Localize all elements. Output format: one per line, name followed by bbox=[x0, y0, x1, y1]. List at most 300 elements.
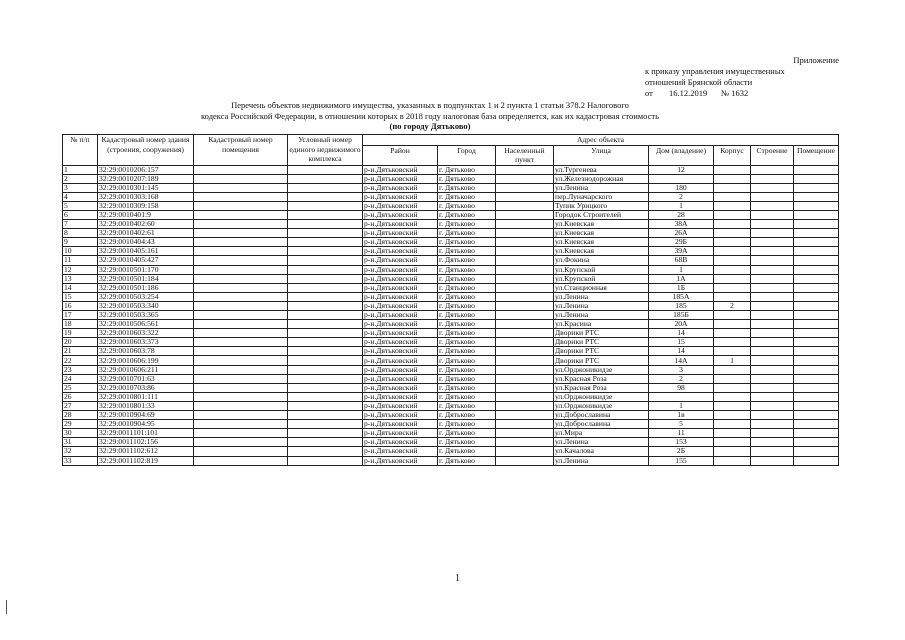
cell-cadastral-building: 32:29:0010402:60 bbox=[98, 220, 194, 229]
cell-conditional-number bbox=[288, 401, 363, 410]
cell-settlement bbox=[496, 456, 554, 465]
cell-house: 38А bbox=[649, 220, 714, 229]
table-row bbox=[63, 292, 839, 301]
cell-house: 20А bbox=[649, 320, 714, 329]
table-row bbox=[63, 374, 839, 383]
cell-street: ул.Киевская bbox=[554, 229, 649, 238]
cell-city: г. Дятьково bbox=[438, 311, 496, 320]
cell-city: г. Дятьково bbox=[438, 220, 496, 229]
cell-city: г. Дятьково bbox=[438, 420, 496, 429]
cell-street: пер.Луначарского bbox=[554, 192, 649, 201]
cell-street: ул.Красная Роза bbox=[554, 383, 649, 392]
cell-conditional-number bbox=[288, 411, 363, 420]
cell-cadastral-building: 32:29:0010309:158 bbox=[98, 201, 194, 210]
cell-conditional-number bbox=[288, 392, 363, 401]
cell-korpus bbox=[714, 192, 751, 201]
cell-korpus bbox=[714, 456, 751, 465]
cell-settlement bbox=[496, 320, 554, 329]
scan-mark bbox=[6, 600, 7, 614]
cell-street: ул.Ленина bbox=[554, 311, 649, 320]
cell-house bbox=[649, 392, 714, 401]
cell-cadastral-building: 32:29:0010606:211 bbox=[98, 365, 194, 374]
header-room: Помещение bbox=[794, 145, 839, 165]
cell-conditional-number bbox=[288, 283, 363, 292]
header-building: Строение bbox=[751, 145, 794, 165]
cell-settlement bbox=[496, 383, 554, 392]
cell-settlement bbox=[496, 265, 554, 274]
cell-conditional-number bbox=[288, 301, 363, 310]
cell-street: ул.Станционная bbox=[554, 283, 649, 292]
table-row bbox=[63, 192, 839, 201]
cell-room bbox=[794, 311, 839, 320]
cell-cadastral-room bbox=[194, 292, 288, 301]
cell-cadastral-room bbox=[194, 256, 288, 265]
cell-district: р-н.Дятьковский bbox=[363, 229, 438, 238]
cell-city: г. Дятьково bbox=[438, 356, 496, 365]
cell-row-number: 15 bbox=[63, 292, 98, 301]
cell-house: 68В bbox=[649, 256, 714, 265]
cell-street: ул.Орджоникидзе bbox=[554, 392, 649, 401]
cell-row-number: 20 bbox=[63, 338, 98, 347]
cell-building bbox=[751, 329, 794, 338]
cell-room bbox=[794, 383, 839, 392]
cell-cadastral-room bbox=[194, 192, 288, 201]
table-row bbox=[63, 456, 839, 465]
cell-settlement bbox=[496, 229, 554, 238]
cell-city: г. Дятьково bbox=[438, 401, 496, 410]
cell-building bbox=[751, 192, 794, 201]
cell-row-number: 17 bbox=[63, 311, 98, 320]
cell-room bbox=[794, 274, 839, 283]
cell-settlement bbox=[496, 429, 554, 438]
cell-cadastral-room bbox=[194, 201, 288, 210]
cell-street: ул.Ленина bbox=[554, 292, 649, 301]
cell-building bbox=[751, 220, 794, 229]
cell-building bbox=[751, 183, 794, 192]
cell-city: г. Дятьково bbox=[438, 192, 496, 201]
cell-city: г. Дятьково bbox=[438, 247, 496, 256]
cell-cadastral-room bbox=[194, 247, 288, 256]
cell-building bbox=[751, 265, 794, 274]
appendix-number: № 1632 bbox=[721, 88, 749, 98]
cell-room bbox=[794, 438, 839, 447]
cell-settlement bbox=[496, 201, 554, 210]
cell-district: р-н.Дятьковский bbox=[363, 365, 438, 374]
cell-building bbox=[751, 347, 794, 356]
cell-korpus: 2 bbox=[714, 301, 751, 310]
cell-cadastral-room bbox=[194, 301, 288, 310]
cell-city: г. Дятьково bbox=[438, 256, 496, 265]
cell-cadastral-room bbox=[194, 274, 288, 283]
cell-building bbox=[751, 392, 794, 401]
cell-room bbox=[794, 256, 839, 265]
cell-row-number: 1 bbox=[63, 165, 98, 174]
cell-korpus bbox=[714, 411, 751, 420]
cell-building bbox=[751, 438, 794, 447]
cell-room bbox=[794, 220, 839, 229]
cell-cadastral-building: 32:29:0010703:86 bbox=[98, 383, 194, 392]
cell-row-number: 22 bbox=[63, 356, 98, 365]
cell-room bbox=[794, 392, 839, 401]
header-city: Город bbox=[438, 145, 496, 165]
cell-house: 2 bbox=[649, 374, 714, 383]
cell-district: р-н.Дятьковский bbox=[363, 220, 438, 229]
cell-row-number: 13 bbox=[63, 274, 98, 283]
cell-room bbox=[794, 174, 839, 183]
cell-korpus bbox=[714, 320, 751, 329]
cell-cadastral-room bbox=[194, 165, 288, 174]
cell-korpus bbox=[714, 220, 751, 229]
cell-city: г. Дятьково bbox=[438, 292, 496, 301]
cell-row-number: 29 bbox=[63, 420, 98, 429]
cell-cadastral-building: 32:29:0010603:373 bbox=[98, 338, 194, 347]
cell-settlement bbox=[496, 401, 554, 410]
cell-korpus bbox=[714, 265, 751, 274]
cell-street: ул.Киевская bbox=[554, 247, 649, 256]
table-row bbox=[63, 256, 839, 265]
cell-korpus bbox=[714, 210, 751, 219]
cell-cadastral-building: 32:29:0010501:186 bbox=[98, 283, 194, 292]
appendix-title: Приложение bbox=[793, 55, 839, 65]
cell-korpus bbox=[714, 383, 751, 392]
cell-conditional-number bbox=[288, 210, 363, 219]
cell-row-number: 18 bbox=[63, 320, 98, 329]
cell-street: Дворики РТС bbox=[554, 338, 649, 347]
cell-street: Тупик Урицкого bbox=[554, 201, 649, 210]
cell-district: р-н.Дятьковский bbox=[363, 438, 438, 447]
cell-district: р-н.Дятьковский bbox=[363, 238, 438, 247]
cell-house: 2 bbox=[649, 192, 714, 201]
cell-building bbox=[751, 292, 794, 301]
cell-street: ул.Красная Роза bbox=[554, 374, 649, 383]
cell-house: 98 bbox=[649, 383, 714, 392]
cell-district: р-н.Дятьковский bbox=[363, 401, 438, 410]
cell-korpus bbox=[714, 201, 751, 210]
cell-korpus bbox=[714, 438, 751, 447]
cell-city: г. Дятьково bbox=[438, 365, 496, 374]
cell-cadastral-room bbox=[194, 220, 288, 229]
cell-district: р-н.Дятьковский bbox=[363, 165, 438, 174]
cell-settlement bbox=[496, 165, 554, 174]
cell-korpus bbox=[714, 329, 751, 338]
cell-street: Городок Строителей bbox=[554, 210, 649, 219]
cell-conditional-number bbox=[288, 201, 363, 210]
cell-conditional-number bbox=[288, 356, 363, 365]
cell-korpus bbox=[714, 420, 751, 429]
header-num: № п/п bbox=[63, 135, 98, 166]
cell-korpus bbox=[714, 229, 751, 238]
cell-cadastral-building: 32:29:0010503:340 bbox=[98, 301, 194, 310]
cell-street: ул.Мира bbox=[554, 429, 649, 438]
cell-city: г. Дятьково bbox=[438, 174, 496, 183]
table-row bbox=[63, 383, 839, 392]
cell-cadastral-building: 32:29:0010904:69 bbox=[98, 411, 194, 420]
cell-cadastral-building: 32:29:0010801:111 bbox=[98, 392, 194, 401]
cell-room bbox=[794, 265, 839, 274]
cell-cadastral-room bbox=[194, 392, 288, 401]
cell-settlement bbox=[496, 292, 554, 301]
cell-cadastral-building: 32:29:0010501:184 bbox=[98, 274, 194, 283]
cell-street: ул.Доброславина bbox=[554, 420, 649, 429]
cell-korpus bbox=[714, 338, 751, 347]
cell-row-number: 2 bbox=[63, 174, 98, 183]
cell-house: 26А bbox=[649, 229, 714, 238]
cell-room bbox=[794, 365, 839, 374]
cell-street: ул.Фокина bbox=[554, 256, 649, 265]
table-row bbox=[63, 347, 839, 356]
table-row bbox=[63, 274, 839, 283]
cell-settlement bbox=[496, 447, 554, 456]
cell-cadastral-room bbox=[194, 365, 288, 374]
cell-street: Дворики РТС bbox=[554, 347, 649, 356]
cell-conditional-number bbox=[288, 456, 363, 465]
cell-building bbox=[751, 420, 794, 429]
cell-settlement bbox=[496, 329, 554, 338]
cell-street: ул.Тургенева bbox=[554, 165, 649, 174]
cell-room bbox=[794, 192, 839, 201]
cell-settlement bbox=[496, 192, 554, 201]
cell-district: р-н.Дятьковский bbox=[363, 338, 438, 347]
cell-settlement bbox=[496, 347, 554, 356]
cell-room bbox=[794, 247, 839, 256]
cell-house: 29Б bbox=[649, 238, 714, 247]
cell-row-number: 25 bbox=[63, 383, 98, 392]
cell-korpus bbox=[714, 311, 751, 320]
cell-conditional-number bbox=[288, 383, 363, 392]
cell-city: г. Дятьково bbox=[438, 447, 496, 456]
cell-room bbox=[794, 238, 839, 247]
cell-street: ул.Киевская bbox=[554, 220, 649, 229]
cell-city: г. Дятьково bbox=[438, 265, 496, 274]
cell-settlement bbox=[496, 247, 554, 256]
table-row bbox=[63, 301, 839, 310]
cell-house: 5 bbox=[649, 420, 714, 429]
cell-row-number: 4 bbox=[63, 192, 98, 201]
cell-city: г. Дятьково bbox=[438, 383, 496, 392]
cell-house: 11 bbox=[649, 429, 714, 438]
table-row bbox=[63, 229, 839, 238]
document-title bbox=[100, 100, 760, 132]
header-korpus: Корпус bbox=[714, 145, 751, 165]
cell-street: ул.Ленина bbox=[554, 301, 649, 310]
table-row bbox=[63, 447, 839, 456]
cell-row-number: 28 bbox=[63, 411, 98, 420]
cell-cadastral-building: 32:29:0010404:43 bbox=[98, 238, 194, 247]
cell-row-number: 3 bbox=[63, 183, 98, 192]
cell-street: ул.Доброславина bbox=[554, 411, 649, 420]
table-body bbox=[63, 165, 839, 465]
cell-row-number: 27 bbox=[63, 401, 98, 410]
cell-row-number: 16 bbox=[63, 301, 98, 310]
cell-city: г. Дятьково bbox=[438, 456, 496, 465]
cell-building bbox=[751, 411, 794, 420]
table-row bbox=[63, 311, 839, 320]
table-row bbox=[63, 438, 839, 447]
cell-city: г. Дятьково bbox=[438, 301, 496, 310]
cell-row-number: 21 bbox=[63, 347, 98, 356]
cell-building bbox=[751, 210, 794, 219]
cell-korpus bbox=[714, 292, 751, 301]
table-row bbox=[63, 429, 839, 438]
cell-street: Дворики РТС bbox=[554, 356, 649, 365]
cell-korpus bbox=[714, 183, 751, 192]
table-row bbox=[63, 210, 839, 219]
cell-settlement bbox=[496, 411, 554, 420]
cell-room bbox=[794, 456, 839, 465]
cell-room bbox=[794, 411, 839, 420]
table-row bbox=[63, 238, 839, 247]
cell-house: 3 bbox=[649, 365, 714, 374]
cell-cadastral-room bbox=[194, 320, 288, 329]
cell-settlement bbox=[496, 356, 554, 365]
cell-house: 12 bbox=[649, 165, 714, 174]
cell-district: р-н.Дятьковский bbox=[363, 392, 438, 401]
cell-house bbox=[649, 174, 714, 183]
table-row bbox=[63, 356, 839, 365]
cell-cadastral-building: 32:29:0010405:427 bbox=[98, 256, 194, 265]
cell-cadastral-building: 32:29:0011102:156 bbox=[98, 438, 194, 447]
cell-korpus bbox=[714, 274, 751, 283]
cell-district: р-н.Дятьковский bbox=[363, 320, 438, 329]
cell-settlement bbox=[496, 438, 554, 447]
cell-row-number: 24 bbox=[63, 374, 98, 383]
cell-street: ул.Красина bbox=[554, 320, 649, 329]
table-row bbox=[63, 265, 839, 274]
cell-room bbox=[794, 329, 839, 338]
cell-house: 153 bbox=[649, 438, 714, 447]
cell-cadastral-room bbox=[194, 383, 288, 392]
cell-building bbox=[751, 283, 794, 292]
cell-conditional-number bbox=[288, 256, 363, 265]
cell-cadastral-building: 32:29:0010606:199 bbox=[98, 356, 194, 365]
cell-house: 1 bbox=[649, 401, 714, 410]
cell-conditional-number bbox=[288, 320, 363, 329]
cell-cadastral-building: 32:29:0010405:161 bbox=[98, 247, 194, 256]
cell-city: г. Дятьково bbox=[438, 183, 496, 192]
cell-house: 155 bbox=[649, 456, 714, 465]
cell-cadastral-room bbox=[194, 356, 288, 365]
cell-cadastral-building: 32:29:0011101:101 bbox=[98, 429, 194, 438]
cell-house: 1 bbox=[649, 201, 714, 210]
table-row bbox=[63, 283, 839, 292]
cell-row-number: 5 bbox=[63, 201, 98, 210]
cell-street: ул.Крупской bbox=[554, 274, 649, 283]
cell-row-number: 32 bbox=[63, 447, 98, 456]
cell-cadastral-room bbox=[194, 338, 288, 347]
cell-cadastral-building: 32:29:0010603:78 bbox=[98, 347, 194, 356]
cell-korpus bbox=[714, 374, 751, 383]
cell-row-number: 26 bbox=[63, 392, 98, 401]
cell-district: р-н.Дятьковский bbox=[363, 256, 438, 265]
cell-district: р-н.Дятьковский bbox=[363, 183, 438, 192]
cell-room bbox=[794, 347, 839, 356]
title-line-2: кодекса Российской Федерации, в отношении которых в 2018 году налоговая база определяется, как их кадастровая стоимость bbox=[200, 110, 659, 121]
table-row bbox=[63, 247, 839, 256]
cell-district: р-н.Дятьковский bbox=[363, 329, 438, 338]
cell-settlement bbox=[496, 256, 554, 265]
cell-cadastral-room bbox=[194, 238, 288, 247]
appendix-department-line: отношений Брянской области bbox=[645, 77, 753, 87]
cell-room bbox=[794, 165, 839, 174]
cell-conditional-number bbox=[288, 274, 363, 283]
cell-korpus bbox=[714, 429, 751, 438]
cell-room bbox=[794, 301, 839, 310]
cell-street: ул.Орджоникидзе bbox=[554, 401, 649, 410]
cell-cadastral-room bbox=[194, 438, 288, 447]
cell-room bbox=[794, 320, 839, 329]
cell-house: 14 bbox=[649, 347, 714, 356]
cell-district: р-н.Дятьковский bbox=[363, 210, 438, 219]
table-row bbox=[63, 174, 839, 183]
cell-conditional-number bbox=[288, 311, 363, 320]
cell-cadastral-building: 32:29:0010503:254 bbox=[98, 292, 194, 301]
table-row bbox=[63, 365, 839, 374]
title-line-3: (по городу Дятьково) bbox=[389, 121, 471, 131]
cell-cadastral-room bbox=[194, 456, 288, 465]
cell-cadastral-building: 32:29:0010501:170 bbox=[98, 265, 194, 274]
cell-korpus bbox=[714, 247, 751, 256]
title-line-1: Перечень объектов недвижимого имущества, указанных в подпунктах 1 и 2 пункта 1 статьи 378.2 Налогового bbox=[231, 100, 629, 110]
cell-conditional-number bbox=[288, 338, 363, 347]
cell-cadastral-room bbox=[194, 429, 288, 438]
cell-street: ул.Крупской bbox=[554, 265, 649, 274]
cell-cadastral-building: 32:29:0010207:189 bbox=[98, 174, 194, 183]
cell-building bbox=[751, 174, 794, 183]
cell-conditional-number bbox=[288, 447, 363, 456]
cell-conditional-number bbox=[288, 165, 363, 174]
cell-district: р-н.Дятьковский bbox=[363, 192, 438, 201]
cell-conditional-number bbox=[288, 347, 363, 356]
cell-cadastral-room bbox=[194, 265, 288, 274]
cell-row-number: 23 bbox=[63, 365, 98, 374]
cell-building bbox=[751, 374, 794, 383]
cell-house: 28 bbox=[649, 210, 714, 219]
cell-room bbox=[794, 447, 839, 456]
cell-house: 39А bbox=[649, 247, 714, 256]
cell-house: 1А bbox=[649, 274, 714, 283]
cell-building bbox=[751, 401, 794, 410]
cell-street: ул.Киевская bbox=[554, 238, 649, 247]
cell-cadastral-room bbox=[194, 411, 288, 420]
cell-room bbox=[794, 229, 839, 238]
cell-room bbox=[794, 183, 839, 192]
cell-conditional-number bbox=[288, 365, 363, 374]
cell-conditional-number bbox=[288, 192, 363, 201]
page-number: 1 bbox=[455, 573, 460, 584]
cell-district: р-н.Дятьковский bbox=[363, 420, 438, 429]
cell-street: ул.Качалова bbox=[554, 447, 649, 456]
cell-korpus: 1 bbox=[714, 356, 751, 365]
cell-city: г. Дятьково bbox=[438, 210, 496, 219]
cell-korpus bbox=[714, 365, 751, 374]
cell-cadastral-room bbox=[194, 283, 288, 292]
cell-row-number: 33 bbox=[63, 456, 98, 465]
cell-korpus bbox=[714, 238, 751, 247]
cell-cadastral-building: 32:29:0010506:561 bbox=[98, 320, 194, 329]
cell-room bbox=[794, 374, 839, 383]
cell-cadastral-building: 32:29:0010401:9 bbox=[98, 210, 194, 219]
cell-street: ул.Ленина bbox=[554, 183, 649, 192]
cell-korpus bbox=[714, 165, 751, 174]
cell-room bbox=[794, 429, 839, 438]
cell-settlement bbox=[496, 183, 554, 192]
cell-city: г. Дятьково bbox=[438, 411, 496, 420]
cell-row-number: 10 bbox=[63, 247, 98, 256]
cell-district: р-н.Дятьковский bbox=[363, 383, 438, 392]
cell-cadastral-room bbox=[194, 420, 288, 429]
cell-house: 14А bbox=[649, 356, 714, 365]
header-house: Дом (владение) bbox=[649, 145, 714, 165]
